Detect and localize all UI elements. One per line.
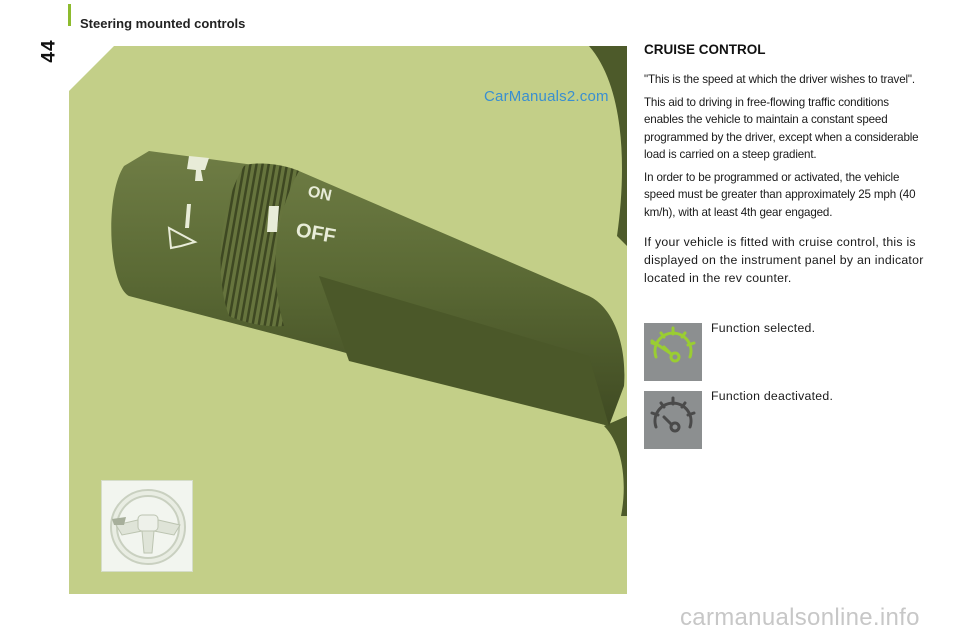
paragraph-conditions: In order to be programmed or activated, the vehicle speed must be greater than approximately 25 mph (40 km/h), with at least 4th gear engaged. xyxy=(644,170,916,219)
cruise-control-deactivated-icon xyxy=(644,391,702,449)
cruise-control-selected-icon xyxy=(644,323,702,381)
stalk-label-off: OFF xyxy=(294,219,338,248)
paragraph-definition: "This is the speed at which the driver wishes to travel". xyxy=(644,73,915,86)
indicator-label-selected: Function selected. xyxy=(711,321,816,335)
footer-watermark: carmanualsonline.info xyxy=(680,604,920,631)
section-title: Steering mounted controls xyxy=(80,16,246,31)
stalk-label-on: ON xyxy=(306,183,334,205)
page-number: 44 xyxy=(38,39,60,63)
header-accent-bar xyxy=(68,4,71,26)
watermark-carmanuals: CarManuals2.com xyxy=(484,88,609,105)
paragraph-description: This aid to driving in free-flowing traffic conditions enables the vehicle to maintain a constant speed programmed by the driver, except when a considerable load is carried on a steep gradient. xyxy=(644,95,919,161)
cruise-control-heading: CRUISE CONTROL xyxy=(644,42,766,57)
text-column xyxy=(644,42,926,292)
steering-wheel-thumbnail xyxy=(101,480,193,572)
indicator-label-deactivated: Function deactivated. xyxy=(711,389,834,403)
paragraph-indicator-info: If your vehicle is fitted with cruise control, this is displayed on the instrument panel by an indicator located in the rev counter. xyxy=(644,235,924,285)
